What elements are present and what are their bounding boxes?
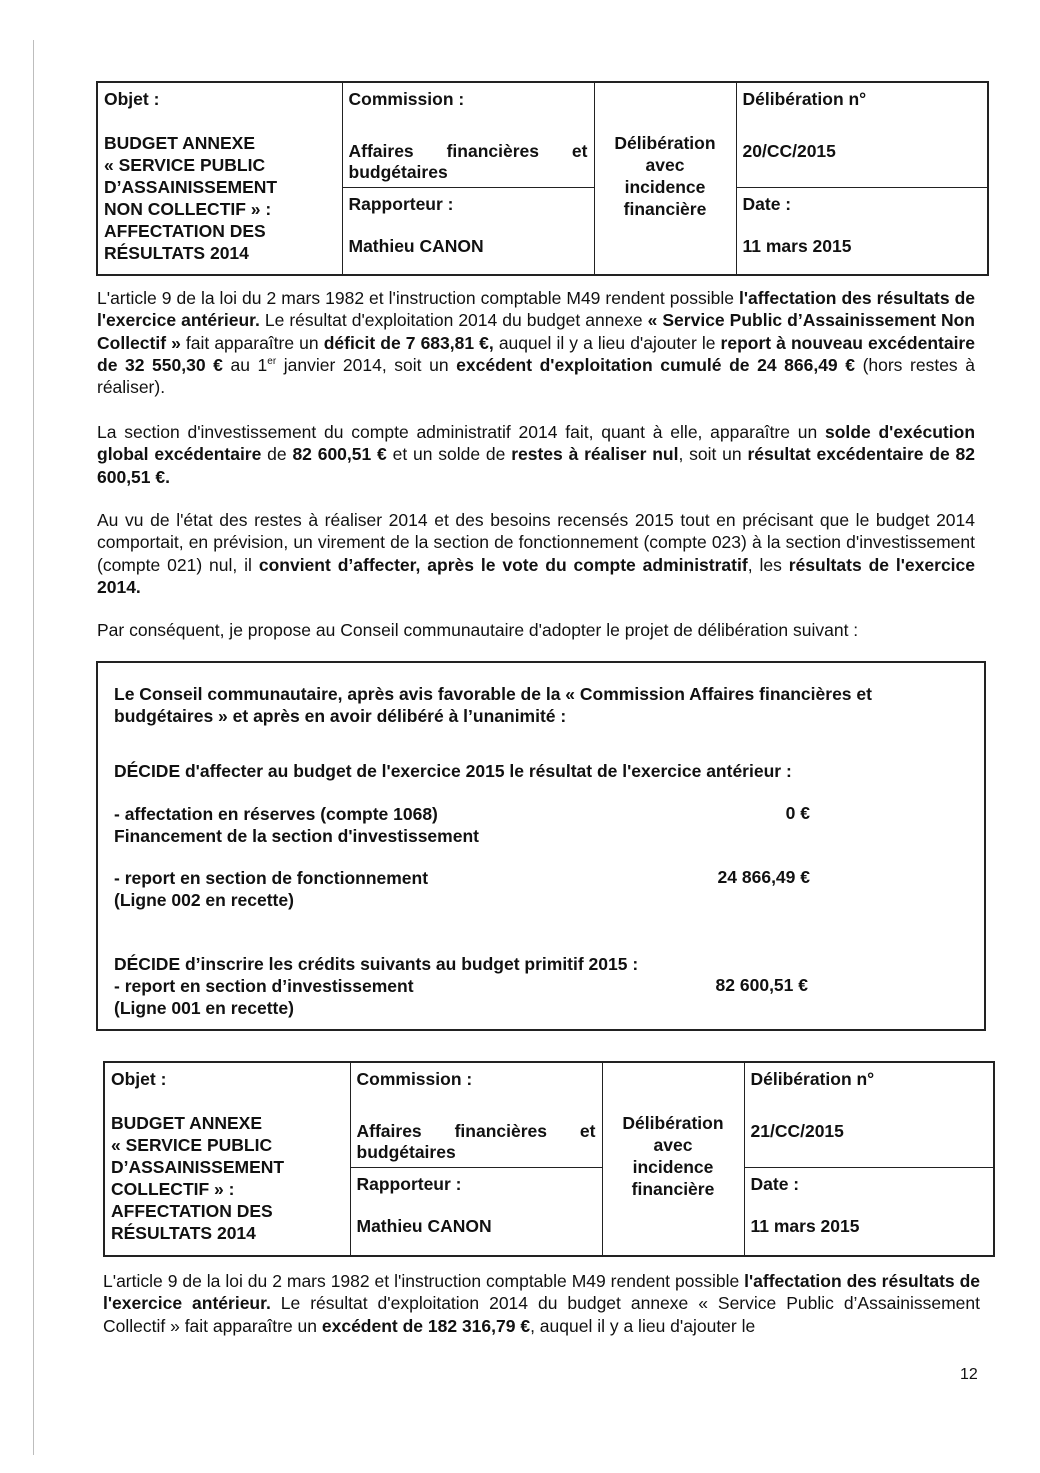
decision-item1-amount: 0 €	[785, 803, 810, 823]
paragraph-restes	[97, 509, 975, 598]
paragraph-article-collectif	[103, 1270, 980, 1337]
objet-line: « SERVICE PUBLIC	[111, 1135, 273, 1155]
paragraph-proposition	[97, 619, 975, 641]
bold-text-run: solde d'exécution global excédentaire	[97, 422, 976, 465]
commission-value-line1: Affaires financières et	[356, 1121, 596, 1141]
text-run: er	[267, 356, 277, 368]
objet-line: NON COLLECTIF » :	[104, 199, 272, 219]
decision-item3-line1: - report en section d’investissement	[114, 976, 414, 996]
decision-item2-line2: (Ligne 002 en recette)	[114, 890, 294, 910]
text-run: , auquel il y a lieu d'ajouter le	[530, 1315, 756, 1336]
decision-decide-inscrire: DÉCIDE d’inscrire les crédits suivants au budget primitif 2015 :	[114, 954, 639, 974]
objet-line: COLLECTIF » :	[111, 1179, 235, 1199]
rapporteur-value: Mathieu CANON	[348, 236, 484, 256]
decision-item1-line2: Financement de la section d'investissement	[114, 826, 479, 846]
deliberation-type-line: incidence	[632, 1157, 714, 1177]
commission-value-line1: Affaires financières et	[348, 141, 588, 161]
decision-item3-line2: (Ligne 001 en recette)	[114, 998, 294, 1018]
text-run: (hors restes à réaliser).	[97, 354, 975, 398]
deliberation-number-value: 21/CC/2015	[750, 1121, 844, 1141]
text-run: Le résultat d'exploitation 2014 du budget annexe	[259, 310, 648, 331]
deliberation-decision-box	[96, 661, 986, 1031]
rapporteur-label: Rapporteur :	[348, 194, 454, 214]
objet-line: « SERVICE PUBLIC	[104, 155, 266, 175]
commission-label: Commission :	[356, 1069, 473, 1089]
objet-label: Objet :	[104, 89, 160, 109]
bold-text-run: report à nouveau excédentaire de 32 550,30 €	[97, 332, 975, 375]
commission-label: Commission :	[348, 89, 465, 109]
objet-value	[111, 1112, 344, 1244]
commission-cell	[342, 82, 594, 188]
text-run: La section d'investissement du compte administratif 2014 fait, quant à elle, apparaître un	[97, 422, 825, 442]
rapporteur-label: Rapporteur :	[356, 1174, 462, 1194]
date-cell	[736, 188, 988, 276]
date-value: 11 mars 2015	[742, 236, 852, 256]
deliberation-type-line: incidence	[624, 176, 706, 197]
objet-cell	[97, 82, 342, 275]
objet-line: AFFECTATION DES	[104, 221, 266, 241]
deliberation-number-cell	[744, 1062, 994, 1168]
commission-cell	[350, 1062, 602, 1168]
deliberation-number-label: Délibération n°	[742, 89, 867, 109]
bold-text-run: résultat excédentaire de 82 600,51 €.	[97, 444, 975, 487]
text-run: au 1	[222, 354, 268, 375]
page-margin-line	[33, 40, 34, 1455]
text-run: de	[261, 444, 293, 465]
text-run: Par conséquent, je propose au Conseil communautaire d'adopter le projet de délibération suivant :	[97, 620, 859, 640]
objet-cell	[104, 1062, 350, 1256]
decision-intro-line1: Le Conseil communautaire, après avis favorable de la « Commission Affaires financières et	[114, 684, 872, 704]
date-label: Date :	[742, 194, 792, 214]
deliberation-type-line: avec	[653, 1135, 693, 1155]
text-run: Le résultat d'exploitation 2014 du budget annexe « Service Public d’Assainissement Collectif » fait apparaître un	[103, 1293, 980, 1336]
text-run: auquel il y a lieu d'ajouter le	[493, 332, 721, 353]
deliberation-number-value: 20/CC/2015	[742, 141, 836, 161]
objet-line: BUDGET ANNEXE	[104, 133, 256, 153]
deliberation-type-line: Délibération	[622, 1113, 724, 1133]
paragraph-article	[97, 287, 975, 398]
bold-text-run: déficit de 7 683,81 €,	[323, 332, 494, 353]
deliberation-type-cell	[594, 82, 736, 275]
date-value: 11 mars 2015	[750, 1216, 860, 1236]
decision-item2-amount: 24 866,49 €	[717, 867, 810, 887]
bold-text-run: convient d’affecter, après le vote du compte administratif	[258, 554, 748, 575]
objet-line: AFFECTATION DES	[111, 1201, 273, 1221]
bold-text-run: excédent d'exploitation cumulé de 24 866,49 €	[456, 354, 855, 375]
decision-item2-line1: - report en section de fonctionnement	[114, 868, 429, 888]
rapporteur-cell	[350, 1168, 602, 1257]
bold-text-run: l'affectation des résultats de l'exercice antérieur.	[97, 288, 975, 331]
rapporteur-value: Mathieu CANON	[356, 1216, 492, 1236]
deliberation-number-label: Délibération n°	[750, 1069, 875, 1089]
text-run: , soit un	[678, 444, 748, 465]
commission-value-line2: budgétaires	[348, 162, 448, 182]
date-cell	[744, 1168, 994, 1257]
objet-line: D’ASSAINISSEMENT	[104, 177, 278, 197]
text-run: L'article 9 de la loi du 2 mars 1982 et l'instruction comptable M49 rendent possible	[97, 288, 739, 308]
text-run: L'article 9 de la loi du 2 mars 1982 et l'instruction comptable M49 rendent possible	[103, 1271, 745, 1291]
deliberation-header-table-2	[103, 1061, 995, 1257]
paragraph-investissement	[97, 421, 975, 488]
deliberation-type-line: Délibération	[614, 132, 716, 153]
objet-line: BUDGET ANNEXE	[111, 1113, 263, 1133]
commission-value-line2: budgétaires	[356, 1142, 456, 1162]
text-run: Au vu de l'état des restes à réaliser 2014 et des besoins recensés 2015 tout en précisant que le budget 2014 comportait, en prévision, un virement de la section de fonctionnement (compte 023) à la section d'investissement (compte 021) nul, il	[97, 510, 975, 575]
decision-intro-line2: budgétaires » et après en avoir délibéré à l’unanimité :	[114, 706, 567, 726]
deliberation-number-cell	[736, 82, 988, 188]
objet-line: D’ASSAINISSEMENT	[111, 1157, 285, 1177]
text-run: fait apparaître un	[180, 332, 324, 353]
text-run: , les	[747, 554, 789, 575]
bold-text-run: restes à réaliser nul	[511, 444, 679, 465]
bold-text-run: l'affectation des résultats de l'exercice antérieur.	[103, 1271, 980, 1314]
bold-text-run: « Service Public d’Assainissement Non Collectif »	[97, 310, 975, 353]
rapporteur-cell	[342, 188, 594, 276]
objet-label: Objet :	[111, 1069, 167, 1089]
page-number: 12	[960, 1366, 978, 1383]
objet-value	[104, 132, 336, 264]
bold-text-run: 82 600,51 €	[292, 444, 387, 465]
decision-decide-affecter: DÉCIDE d'affecter au budget de l'exercice 2015 le résultat de l'exercice antérieur :	[114, 761, 792, 781]
deliberation-type-line: financière	[623, 198, 707, 219]
text-run: janvier 2014, soit un	[276, 354, 457, 375]
decision-item1-line1: - affectation en réserves (compte 1068)	[114, 804, 438, 824]
deliberation-type-line: avec	[645, 154, 685, 175]
date-label: Date :	[750, 1174, 800, 1194]
text-run: et un solde de	[386, 444, 512, 465]
bold-text-run: résultats de l'exercice 2014.	[97, 554, 975, 597]
deliberation-type-cell	[602, 1062, 744, 1256]
bold-text-run: excédent de 182 316,79 €	[321, 1315, 531, 1336]
deliberation-header-table-1	[96, 81, 989, 276]
objet-line: RÉSULTATS 2014	[104, 243, 249, 263]
deliberation-type-line: financière	[631, 1179, 715, 1199]
objet-line: RÉSULTATS 2014	[111, 1223, 256, 1243]
decision-item3-amount: 82 600,51 €	[715, 975, 808, 995]
